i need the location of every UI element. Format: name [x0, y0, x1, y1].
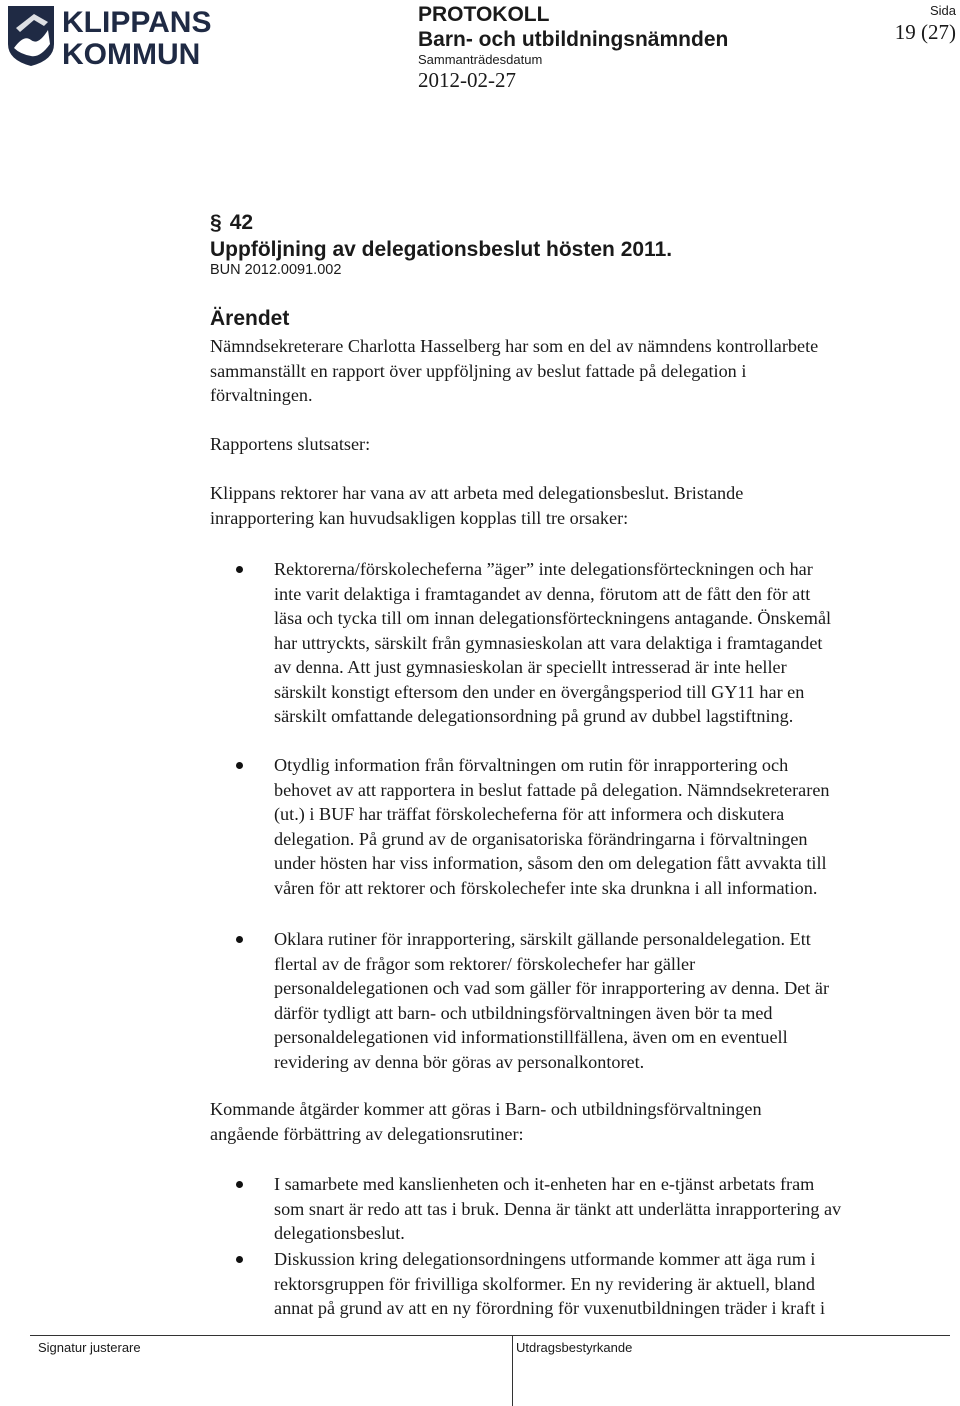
- bullet-icon: [236, 762, 243, 769]
- footer-rule: [30, 1335, 950, 1336]
- reason-line: av denna. Att just gymnasieskolan är speciellt intresserad är inte heller: [274, 657, 787, 677]
- reason-line: under hösten har viss information, såsom den om delegation fått avvakta till: [274, 853, 827, 873]
- meeting-date-label: Sammanträdesdatum: [418, 52, 543, 67]
- intro-line: förvaltningen.: [210, 385, 313, 405]
- reason-line: har uttryckts, särskilt från gymnasieskolan att vara delaktiga i framtagandet: [274, 632, 823, 653]
- reason-line: personaldelegationen vid informationstillfällena, även om en eventuell: [274, 1027, 788, 1047]
- logo-text-line2: KOMMUN: [62, 38, 201, 68]
- reason-line: våren för att rektorer och förskolechefer inte ska drunkna i all information.: [274, 877, 818, 898]
- reason-line: läsa och tycka till om innan delegationsförteckningens antagande. Önskemål: [274, 608, 832, 628]
- reason-item-2: [274, 753, 829, 900]
- action-line: rektorsgruppen för frivilliga skolformer. En ny revidering är aktuell, bland: [274, 1273, 815, 1294]
- section-symbol: §: [210, 211, 222, 234]
- intro-line: sammanställt en rapport över uppföljning av beslut fattade på delegation i: [210, 360, 747, 381]
- conclusion-paragraph: [210, 481, 743, 530]
- action-line: delegationsbeslut.: [274, 1223, 405, 1243]
- meeting-date: 2012-02-27: [418, 68, 516, 92]
- actions-intro-line: angående förbättring av delegationsrutiner:: [210, 1123, 524, 1144]
- reason-item-1: [274, 557, 831, 729]
- actions-intro-line: Kommande åtgärder kommer att göras i Barn- och utbildningsförvaltningen: [210, 1099, 762, 1119]
- bullet-icon: [236, 566, 243, 573]
- reason-line: därför tydligt att barn- och utbildningsförvaltningen även bör ta med: [274, 1002, 773, 1023]
- reason-line: delegation. På grund av de organisatoriska förändringarna i förvaltningen: [274, 828, 808, 849]
- section-title: Uppföljning av delegationsbeslut hösten 2011.: [210, 238, 673, 261]
- conclusion-line: Klippans rektorer har vana av att arbeta med delegationsbeslut. Bristande: [210, 483, 744, 503]
- reason-item-3: [274, 927, 829, 1074]
- report-heading: Rapportens slutsatser:: [210, 434, 371, 454]
- bullet-icon: [236, 1181, 243, 1188]
- action-item-1: [274, 1172, 841, 1246]
- reason-line: behovet av att rapportera in beslut fattade på delegation. Nämndsekreteraren: [274, 779, 830, 800]
- reason-line: särskilt konstigt eftersom den under en övergångsperiod till GY11 har en: [274, 681, 805, 702]
- reason-line: Otydlig information från förvaltningen om rutin för inrapportering och: [274, 755, 789, 775]
- bullet-icon: [236, 936, 243, 943]
- section-number: [210, 210, 253, 236]
- logo-text-line1: KLIPPANS: [62, 6, 212, 39]
- action-line: Diskussion kring delegationsordningens utformande kommer att äga rum i: [274, 1249, 816, 1269]
- bullet-icon: [236, 1256, 243, 1263]
- case-reference: BUN 2012.0091.002: [210, 262, 342, 278]
- section-number-value: 42: [229, 211, 254, 234]
- reason-line: särskilt omfattande delegationsordning på grund av dubbel lagstiftning.: [274, 706, 794, 726]
- subheading-arendet: Ärendet: [210, 307, 290, 330]
- klippans-kommun-logo: [4, 4, 216, 68]
- document-type: PROTOKOLL: [418, 3, 550, 26]
- logo-emblem-icon: [8, 6, 54, 66]
- reason-line: inte varit delaktiga i framtagandet av denna, förutom att de fått den för att: [274, 583, 811, 604]
- footer-divider: [512, 1336, 513, 1406]
- conclusion-line: inrapportering kan huvudsakligen kopplas till tre orsaker:: [210, 507, 629, 528]
- intro-paragraph: [210, 334, 818, 408]
- reason-line: Oklara rutiner för inrapportering, särskilt gällande personaldelegation. Ett: [274, 929, 811, 949]
- action-line: som snart är redo att tas i bruk. Denna är tänkt att underlätta inrapportering av: [274, 1198, 842, 1219]
- logo-graphic: [4, 4, 216, 68]
- intro-line: Nämndsekreterare Charlotta Hasselberg har som en del av nämndens kontrollarbete: [210, 336, 819, 356]
- page-number: 19 (27): [894, 20, 956, 44]
- committee-name: Barn- och utbildningsnämnden: [418, 28, 729, 51]
- action-item-2: [274, 1247, 825, 1321]
- reason-line: personaldelegationen och vad som gäller för inrapportering av denna. Det är: [274, 978, 830, 998]
- reason-line: Rektorerna/förskolecheferna ”äger” inte delegationsförteckningen och har: [274, 559, 813, 579]
- actions-intro-paragraph: [210, 1097, 762, 1146]
- extract-certification-label: Utdragsbestyrkande: [516, 1340, 633, 1355]
- reason-line: (ut.) i BUF har träffat förskolecheferna för att informera och diskutera: [274, 804, 785, 824]
- signature-label: Signatur justerare: [38, 1340, 141, 1355]
- reason-line: flertal av de frågor som rektorer/ förskolechefer har gäller: [274, 953, 696, 974]
- action-line: annat på grund av att en ny förordning för vuxenutbildningen träder i kraft i: [274, 1298, 826, 1318]
- page-label: Sida: [929, 3, 956, 18]
- reason-line: revidering av denna bör göras av personalkontoret.: [274, 1051, 645, 1072]
- action-line: I samarbete med kanslienheten och it-enheten har en e-tjänst arbetats fram: [274, 1174, 815, 1194]
